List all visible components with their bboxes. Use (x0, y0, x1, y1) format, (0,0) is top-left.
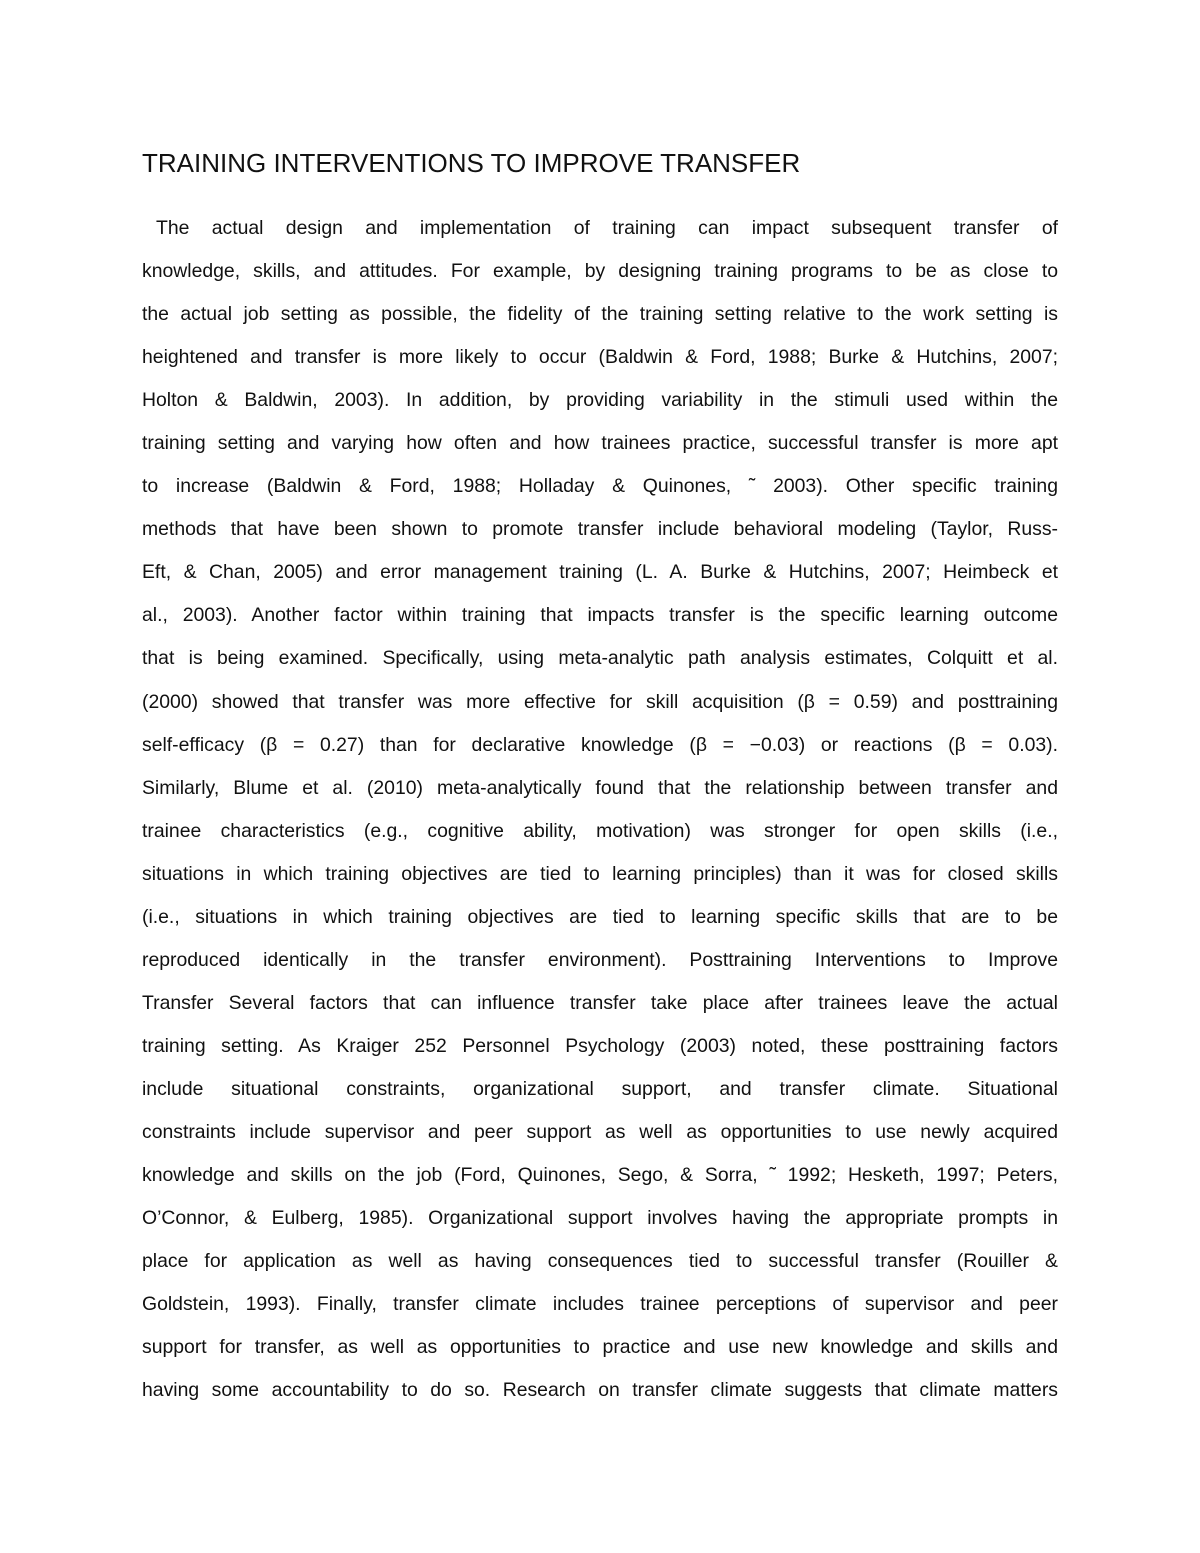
body-text-line: The actual design and implementation of training can impact subsequent transfer of (156, 217, 1058, 239)
body-text-line: Similarly, Blume et al. (2010) meta-analytically found that the relationship between transfer and (142, 776, 1058, 799)
body-text-line: (i.e., situations in which training objectives are tied to learning specific skills that are to be (142, 905, 1058, 928)
body-text-line: situations in which training objectives are tied to learning principles) than it was for closed skills (142, 862, 1058, 885)
body-text-line: heightened and transfer is more likely to occur (Baldwin & Ford, 1988; Burke & Hutchins, 2007; (142, 346, 1058, 369)
body-text-line: the actual job setting as possible, the fidelity of the training setting relative to the work setting is (142, 303, 1058, 326)
body-text-line: methods that have been shown to promote transfer include behavioral modeling (Taylor, Russ- (142, 518, 1058, 541)
body-text-line: self-efficacy (β = 0.27) than for declarative knowledge (β = −0.03) or reactions (β = 0.03). (142, 733, 1058, 756)
body-text-line: O’Connor, & Eulberg, 1985). Organizational support involves having the appropriate prompts in (142, 1207, 1058, 1230)
body-text-line: knowledge, skills, and attitudes. For example, by designing training programs to be as close to (142, 260, 1058, 283)
body-text-line: Goldstein, 1993). Finally, transfer climate includes trainee perceptions of supervisor and peer (142, 1293, 1058, 1316)
body-text-line: knowledge and skills on the job (Ford, Quinones, Sego, & Sorra, ˜ 1992; Hesketh, 1997; Peters, (142, 1164, 1058, 1187)
body-text-line: Transfer Several factors that can influence transfer take place after trainees leave the actual (142, 991, 1058, 1014)
body-paragraph (142, 207, 1058, 1412)
document-title: TRAINING INTERVENTIONS TO IMPROVE TRANSFER (142, 148, 801, 178)
body-text-line: training setting. As Kraiger 252 Personnel Psychology (2003) noted, these posttraining factors (142, 1034, 1058, 1057)
body-text-line: (2000) showed that transfer was more effective for skill acquisition (β = 0.59) and posttraining (142, 690, 1058, 713)
body-text-line: to increase (Baldwin & Ford, 1988; Holladay & Quinones, ˜ 2003). Other specific training (142, 475, 1058, 498)
body-text-line: reproduced identically in the transfer environment). Posttraining Interventions to Improve (142, 948, 1058, 971)
body-text-line: al., 2003). Another factor within training that impacts transfer is the specific learning outcome (142, 604, 1058, 627)
body-text-line: that is being examined. Specifically, using meta-analytic path analysis estimates, Colquitt et al. (142, 647, 1058, 670)
body-text-line: constraints include supervisor and peer support as well as opportunities to use newly acquired (142, 1120, 1058, 1143)
body-text-line: include situational constraints, organizational support, and transfer climate. Situational (142, 1077, 1058, 1100)
body-text-line: Holton & Baldwin, 2003). In addition, by providing variability in the stimuli used within the (142, 389, 1058, 412)
body-text-line: Eft, & Chan, 2005) and error management training (L. A. Burke & Hutchins, 2007; Heimbeck et (142, 561, 1058, 584)
body-text-line: support for transfer, as well as opportunities to practice and use new knowledge and skills and (142, 1336, 1058, 1359)
body-text-line: training setting and varying how often and how trainees practice, successful transfer is more apt (142, 432, 1058, 455)
body-text-line: trainee characteristics (e.g., cognitive ability, motivation) was stronger for open skills (i.e., (142, 819, 1058, 842)
body-text-line: place for application as well as having consequences tied to successful transfer (Rouiller & (142, 1250, 1058, 1273)
body-text-line: having some accountability to do so. Research on transfer climate suggests that climate matters (142, 1379, 1058, 1402)
